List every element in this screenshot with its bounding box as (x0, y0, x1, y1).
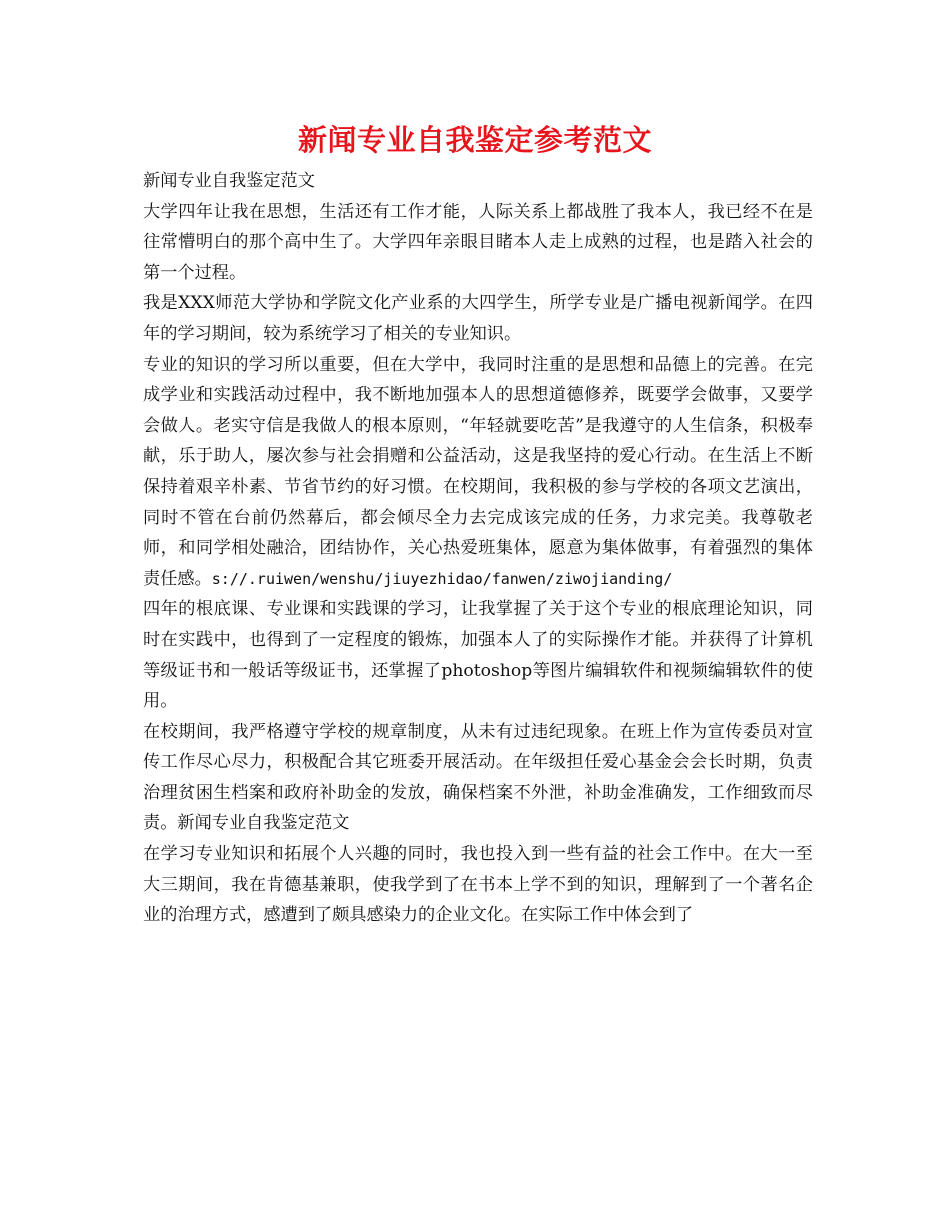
paragraph-character-text: 专业的知识的学习所以重要，但在大学中，我同时注重的是思想和品德上的完善。在完成学业和实践活动过程中，我不断地加强本人的思想道德修养，既要学会做事，又要学会做人。老实守信是我做人的根本原则，“年轻就要吃苦”是我遵守的人生信条，积极奉献，乐于助人，屡次参与社会捐赠和公益活动，这是我坚持的爱心行动。在生活上不断保持着艰辛朴素、节省节约的好习惯。在校期间，我积极的参与学校的各项文艺演出，同时不管在台前仍然幕后，都会倾尽全力去完成该完成的任务，力求完美。我尊敬老师，和同学相处融洽，团结协作，关心热爱班集体，愿意为集体做事，有着强烈的集体责任感。 (143, 354, 813, 589)
paragraph-background: 我是XXX师范大学协和学院文化产业系的大四学生，所学专业是广播电视新闻学。在四年的学习期间，较为系统学习了相关的专业知识。 (143, 293, 813, 344)
paragraph-study: 四年的根底课、专业课和实践课的学习，让我掌握了关于这个专业的根底理论知识，同时在实践中，也得到了一定程度的锻炼，加强本人了的实际操作才能。并获得了计算机等级证书和一般话等级证书，还掌握了photoshop等图片编辑软件和视频编辑软件的使用。 (143, 599, 813, 712)
source-url: s://.ruiwen/wenshu/jiuyezhidao/fanwen/ziwojianding/ (211, 569, 673, 588)
paragraph-conduct: 在校期间，我严格遵守学校的规章制度，从未有过违纪现象。在班上作为宣传委员对宣传工作尽心尽力，积极配合其它班委开展活动。在年级担任爱心基金会会长时期，负责治理贫困生档案和政府补助金的发放，确保档案不外泄，补助金准确发，工作细致而尽责。新闻专业自我鉴定范文 (143, 721, 813, 834)
paragraph-social-work: 在学习专业知识和拓展个人兴趣的同时，我也投入到一些有益的社会工作中。在大一至大三期间，我在肯德基兼职，使我学到了在书本上学不到的知识，理解到了一个著名企业的治理方式，感遭到了颇具感染力的企业文化。在实际工作中体会到了 (143, 844, 813, 926)
paragraph-intro: 大学四年让我在思想，生活还有工作才能，人际关系上都战胜了我本人，我已经不在是往常懵明白的那个高中生了。大学四年亲眼目睹本人走上成熟的过程，也是踏入社会的第一个过程。 (143, 201, 813, 283)
paragraph-character (143, 350, 813, 595)
document-body (143, 166, 813, 931)
paragraph-subtitle: 新闻专业自我鉴定范文 (143, 171, 315, 191)
document-title: 新闻专业自我鉴定参考范文 (297, 123, 652, 157)
